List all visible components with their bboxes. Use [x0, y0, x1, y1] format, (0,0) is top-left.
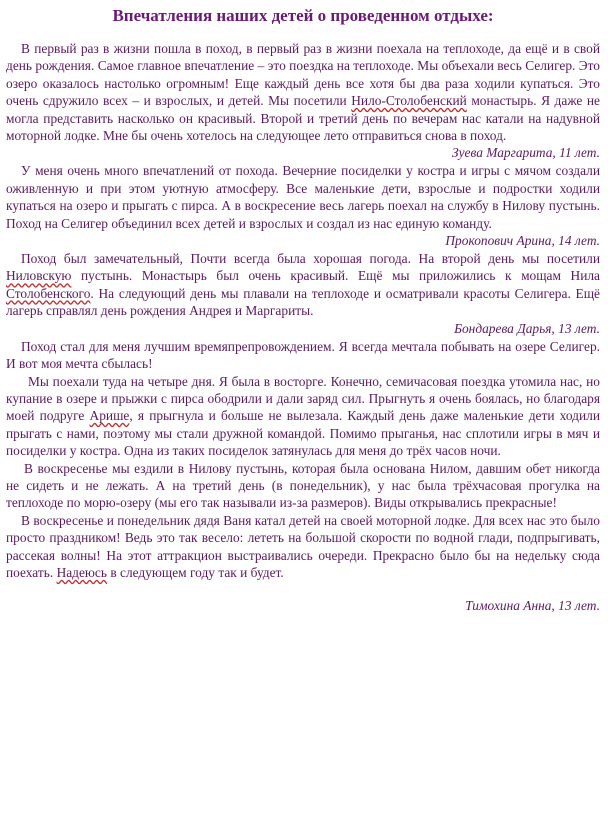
- entry-2-text: [6, 162, 600, 232]
- entry-4-p1: Поход стал для меня лучшим времяпрепровождением. Я всегда мечтала побывать на озере Селигер. И вот моя мечта сбылась!: [6, 338, 600, 372]
- page-title: Впечатления наших детей о проведенном отдыхе:: [112, 6, 494, 25]
- entry-3-seg-3: Столобенского: [6, 285, 91, 301]
- entry-1-text: [6, 40, 600, 144]
- entry-1-seg-0: В первый раз в жизни пошла в поход, в первый раз в жизни поехала на теплоходе, да ещё и в свой день рождения. Самое главное впечатление – это поездка на теплоходе. Мы объехали весь Селигер. Это озеро оказалось настолько огромным! Еще каждый день все хотя бы два раза ходили купаться. Это очень сдружило всех – и взрослых, и детей. Мы посетили: [6, 41, 600, 109]
- entry-1-seg-1: Нило-Столобенский: [351, 93, 467, 109]
- entry-4-p2: Мы поехали туда на четыре дня. Я была в восторге. Конечно, семичасовая поездка утомила нас, но купание в озере и прыжки с пирса ободрили и дали заряд сил. Прыгнуть я очень боялась, но благодаря моей подруге Арише, я прыгнула и больше не вылезала. Каждый день даже маленькие дети ходили прыгать с нами, поэтому мы стали дружной командой. Помимо прыганья, нас сплотили игры в мяч и посиделки у костра. Одна из таких посиделок затянулась для меня до трёх часов ночи.: [6, 373, 600, 459]
- entry-3-seg-0: Поход был замечательный, Почти всегда была хорошая погода. На второй день мы посетили: [21, 251, 600, 267]
- entry-4-p3: В воскресенье мы ездили в Нилову пустынь, которая была основана Нилом, давшим обет никогда не сидеть и не лежать. А на третий день (в понедельник), у нас была трёхчасовая прогулка на теплоходе по морю-озеру (мы его так называли из-за размеров). Виды открывались прекрасные!: [6, 460, 600, 511]
- document-page: [6, 6, 600, 615]
- entry-3-seg-4: . На следующий день мы плавали на теплоходе и осматривали красоты Селигера. Ещё лагерь справлял день рождения Андрея и Маргариты.: [6, 285, 600, 319]
- entry-4-p4-underlined: Надеюсь: [56, 564, 107, 580]
- entry-4-author: Тимохина Анна, 13 лет.: [465, 598, 600, 614]
- entry-2-author: Прокопович Арина, 14 лет.: [445, 233, 600, 249]
- entry-3-text: [6, 250, 600, 320]
- entry-4-p4: В воскресенье и понедельник дядя Ваня катал детей на своей моторной лодке. Для всех нас это было просто праздником! Ведь это так весело: лететь на большой скорости по водной глади, подпрыгивать, рассекая волны! На этот аттракцион выстраивались очереди. Прекрасно было бы на недельку сюда поехать. Надеюсь в следующем году так и будет.: [6, 512, 600, 580]
- entry-2-seg-0: У меня очень много впечатлений от похода. Вечерние посиделки у костра и игры с мячом создали оживленную и при этом уютную атмосферу. Все маленькие дети, взрослые и подростки ходили купаться на озеро и прыгать с пирса. А в воскресение весь лагерь поехал на службу в Нилову пустынь. Поход на Селигер объединил всех детей и взрослых и создал из нас единую команду.: [6, 163, 600, 231]
- entry-4-p2-underlined: Арише: [89, 408, 130, 424]
- entry-4-text: [6, 338, 600, 582]
- entry-1-author: Зуева Маргарита, 11 лет.: [451, 145, 600, 161]
- entry-3-seg-2: пустынь. Монастырь был очень красивый. Ещё мы приложились к мощам Нила: [71, 268, 600, 284]
- entry-3-author: Бондарева Дарья, 13 лет.: [454, 320, 600, 336]
- entry-1-seg-2: монастырь. Я даже не могла представить насколько он красивый. Второй и третий день по вечерам нас катали на надувной моторной лодке. Мне бы очень хотелось на следующее лето отправиться снова в поход.: [6, 93, 600, 144]
- entry-3-seg-1: Ниловскую: [6, 268, 72, 284]
